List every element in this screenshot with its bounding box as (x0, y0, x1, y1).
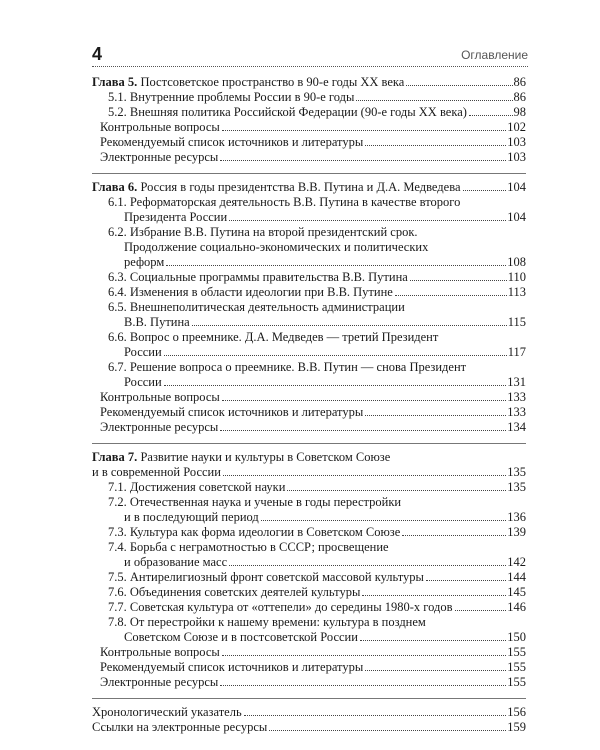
chapter-label: Глава 6. (92, 180, 138, 194)
entry-title: Контрольные вопросы (100, 390, 220, 404)
tail-entry[interactable] (92, 405, 526, 420)
section-title: 7.4. Борьба с неграмотностью в СССР; просвещение (108, 540, 389, 554)
section-title-cont: Продолжение социально-экономических и политических (124, 240, 429, 254)
chapter-title: Развитие науки и культуры в Советском Союзе (140, 450, 391, 464)
section-entry[interactable] (92, 225, 526, 270)
divider (92, 443, 526, 444)
section-entry[interactable] (92, 540, 526, 570)
page-header (92, 44, 528, 67)
chapter-heading[interactable] (92, 180, 526, 195)
chapter-label: Глава 5. (92, 75, 138, 89)
section-entry[interactable] (92, 480, 526, 495)
page-ref: 133 (507, 405, 526, 419)
page-ref: 103 (507, 150, 526, 164)
section-title-cont: России (124, 375, 162, 389)
page-ref: 142 (507, 555, 526, 569)
section-title: 6.5. Внешнеполитическая деятельность администрации (108, 300, 405, 314)
page-ref: 103 (507, 135, 526, 149)
page-ref: 117 (507, 345, 526, 359)
page-ref: 115 (507, 315, 526, 329)
section-title-cont: Президента России (124, 210, 228, 224)
section-title: 7.8. От перестройки к нашему времени: культура в позднем (108, 615, 426, 629)
chapter-heading[interactable] (92, 75, 526, 90)
divider (92, 173, 526, 174)
chapter-6 (92, 180, 526, 435)
section-title: 7.5. Антирелигиозный фронт советской массовой культуры (108, 570, 424, 584)
entry-title: Рекомендуемый список источников и литературы (100, 660, 364, 674)
entry-title: Рекомендуемый список источников и литературы (100, 135, 364, 149)
section-title: 6.2. Избрание В.В. Путина на второй президентский срок. (108, 225, 418, 239)
page-ref: 104 (507, 180, 526, 194)
entry-title: Электронные ресурсы (100, 150, 219, 164)
entry-title: Контрольные вопросы (100, 645, 220, 659)
page-ref: 134 (507, 420, 526, 434)
page-ref: 145 (507, 585, 526, 599)
chapter-title-cont: и в современной России (92, 465, 221, 479)
page-ref: 155 (507, 645, 526, 659)
back-matter-entry[interactable] (92, 705, 526, 720)
section-title-cont: и в последующий период (124, 510, 259, 524)
chapter-5 (92, 75, 526, 165)
page-ref: 98 (513, 105, 526, 119)
section-entry[interactable] (92, 525, 526, 540)
page-ref: 104 (507, 210, 526, 224)
entry-title: Ссылки на электронные ресурсы (92, 720, 268, 734)
section-title-cont: России (124, 345, 162, 359)
tail-entry[interactable] (92, 675, 526, 690)
chapter-heading[interactable] (92, 450, 526, 480)
page-ref: 159 (507, 720, 526, 734)
section-title: 7.1. Достижения советской науки (108, 480, 286, 494)
entry-title: Электронные ресурсы (100, 675, 219, 689)
page-ref: 139 (507, 525, 526, 539)
page-ref: 102 (507, 120, 526, 134)
chapter-label: Глава 7. (92, 450, 138, 464)
tail-entry[interactable] (92, 660, 526, 675)
chapter-7 (92, 450, 526, 690)
section-title: 6.1. Реформаторская деятельность В.В. Путина в качестве второго (108, 195, 461, 209)
section-title: 7.2. Отечественная наука и ученые в годы перестройки (108, 495, 402, 509)
section-entry[interactable] (92, 300, 526, 330)
entry-title: Хронологический указатель (92, 705, 242, 719)
section-entry[interactable] (92, 600, 526, 615)
section-title: 6.6. Вопрос о преемнике. Д.А. Медведев — третий Президент (108, 330, 439, 344)
page-ref: 156 (507, 705, 526, 719)
section-entry[interactable] (92, 195, 526, 225)
page-ref: 86 (513, 75, 526, 89)
section-entry[interactable] (92, 105, 526, 120)
page-ref: 135 (507, 480, 526, 494)
entry-title: Электронные ресурсы (100, 420, 219, 434)
section-title: 7.6. Объединения советских деятелей культуры (108, 585, 361, 599)
tail-entry[interactable] (92, 120, 526, 135)
page-ref: 146 (507, 600, 526, 614)
page-ref: 135 (507, 465, 526, 479)
back-matter-entry[interactable] (92, 720, 526, 735)
section-title-cont: В.В. Путина (124, 315, 190, 329)
page-ref: 144 (507, 570, 526, 584)
section-title-cont: и образование масс (124, 555, 228, 569)
chapter-title: Россия в годы президентства В.В. Путина и Д.А. Медведева (140, 180, 461, 194)
page-ref: 131 (507, 375, 526, 389)
section-title-cont: реформ (124, 255, 165, 269)
section-title: 7.3. Культура как форма идеологии в Советском Союзе (108, 525, 401, 539)
section-title: 5.2. Внешняя политика Российской Федерации (90-е годы XX века) (108, 105, 467, 119)
section-entry[interactable] (92, 360, 526, 390)
section-entry[interactable] (92, 330, 526, 360)
page-ref: 155 (507, 675, 526, 689)
section-entry[interactable] (92, 285, 526, 300)
page-ref: 133 (507, 390, 526, 404)
divider (92, 698, 526, 699)
section-title: 6.3. Социальные программы правительства В.В. Путина (108, 270, 408, 284)
page-ref: 150 (507, 630, 526, 644)
page-ref: 86 (513, 90, 526, 104)
tail-entry[interactable] (92, 135, 526, 150)
page-ref: 108 (507, 255, 526, 269)
section-title-cont: Советском Союзе и в постсоветской России (124, 630, 358, 644)
page-ref: 110 (507, 270, 526, 284)
running-title: Оглавление (461, 48, 528, 62)
page-ref: 136 (507, 510, 526, 524)
page-ref: 113 (507, 285, 526, 299)
section-title: 6.4. Изменения в области идеологии при В.В. Путине (108, 285, 393, 299)
tail-entry[interactable] (92, 420, 526, 435)
section-entry[interactable] (92, 90, 526, 105)
section-title: 5.1. Внутренние проблемы России в 90-е годы (108, 90, 355, 104)
tail-entry[interactable] (92, 645, 526, 660)
section-title: 6.7. Решение вопроса о преемнике. В.В. Путин — снова Президент (108, 360, 467, 374)
page-ref: 155 (507, 660, 526, 674)
entry-title: Рекомендуемый список источников и литературы (100, 405, 364, 419)
tail-entry[interactable] (92, 390, 526, 405)
section-entry[interactable] (92, 585, 526, 600)
chapter-title: Постсоветское пространство в 90-е годы XX века (140, 75, 405, 89)
section-entry[interactable] (92, 570, 526, 585)
section-entry[interactable] (92, 270, 526, 285)
entry-title: Контрольные вопросы (100, 120, 220, 134)
tail-entry[interactable] (92, 150, 526, 165)
section-entry[interactable] (92, 615, 526, 645)
section-title: 7.7. Советская культура от «оттепели» до середины 1980-х годов (108, 600, 453, 614)
table-of-contents (92, 75, 526, 735)
section-entry[interactable] (92, 495, 526, 525)
page-number: 4 (92, 44, 103, 64)
